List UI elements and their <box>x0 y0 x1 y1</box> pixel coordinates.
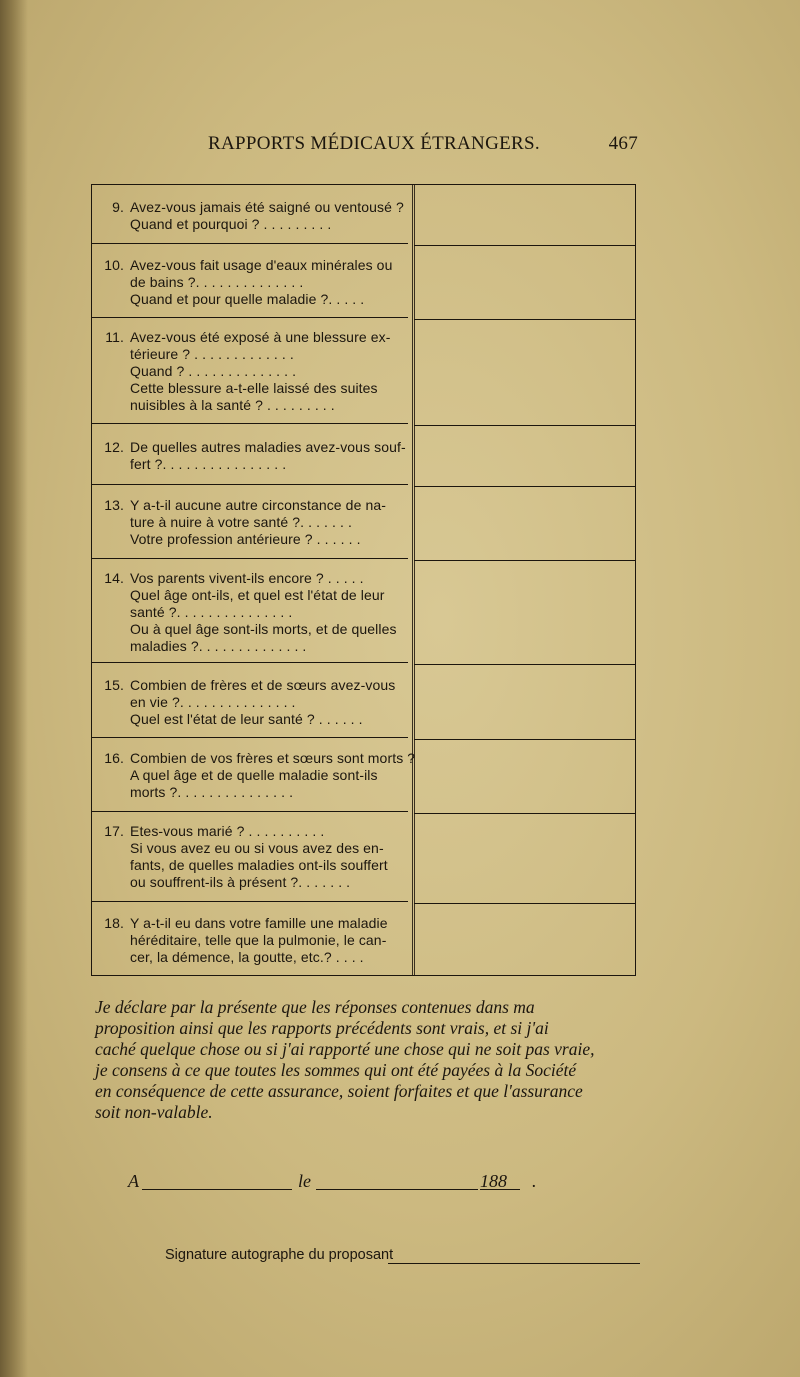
row-divider <box>92 243 408 244</box>
question-18: 18. Y a-t-il eu dans votre famille une maladie héréditaire, telle que la pulmonie, le can- cer, la démence, la goutte, etc.? . . . . <box>104 915 388 965</box>
question-17: 17. Etes-vous marié ? . . . . . . . . . . Si vous avez eu ou si vous avez des en- fants, de quelles maladies ont-ils souffert ou souffrent-ils à présent ?. . . . . . . <box>104 823 388 890</box>
row-divider <box>92 811 408 812</box>
date-blank[interactable] <box>316 1189 478 1190</box>
questionnaire-table <box>91 184 636 976</box>
line-end: . <box>532 1171 537 1191</box>
row-divider <box>92 662 408 663</box>
declaration-paragraph <box>95 997 640 1123</box>
date-prefix: le <box>298 1171 311 1191</box>
declaration-line: soit non-valable. <box>95 1102 213 1122</box>
page-number: 467 <box>608 133 638 154</box>
year-blank[interactable] <box>480 1189 520 1190</box>
signature-label: Signature autographe du proposant <box>165 1247 394 1263</box>
place-date-line <box>128 1171 548 1193</box>
place-prefix: A <box>128 1171 139 1191</box>
column-rule <box>414 185 415 975</box>
row-divider <box>414 903 635 904</box>
row-divider <box>92 423 408 424</box>
question-13: 13. Y a-t-il aucune autre circonstance de na- ture à nuire à votre santé ?. . . . . . . Votre profession antérieure ? . . . . . . <box>104 497 386 547</box>
signature-blank[interactable] <box>388 1263 640 1264</box>
year-prefix: 188 <box>480 1171 507 1191</box>
row-divider <box>92 317 408 318</box>
column-rule <box>412 185 413 975</box>
row-divider <box>414 739 635 740</box>
book-gutter <box>0 0 28 1377</box>
question-14: 14. Vos parents vivent-ils encore ? . . . . . Quel âge ont-ils, et quel est l'état de leur santé ?. . . . . . . . . . . . . . . Ou à quel âge sont-ils morts, et de quelles maladies ?. . . . . . . . . . . . . . <box>104 570 397 654</box>
question-16: 16. Combien de vos frères et sœurs sont morts ? A quel âge et de quelle maladie sont-ils morts ?. . . . . . . . . . . . . . . <box>104 750 416 800</box>
declaration-line: proposition ainsi que les rapports précédents sont vrais, et si j'ai <box>95 1018 549 1038</box>
row-divider <box>414 425 635 426</box>
declaration-line: caché quelque chose ou si j'ai rapporté une chose qui ne soit pas vraie, <box>95 1039 595 1059</box>
row-divider <box>414 813 635 814</box>
row-divider <box>414 664 635 665</box>
question-10: 10. Avez-vous fait usage d'eaux minérales ou de bains ?. . . . . . . . . . . . . . Quand et pour quelle maladie ?. . . . . <box>104 257 393 307</box>
place-blank[interactable] <box>142 1189 292 1190</box>
question-15: 15. Combien de frères et de sœurs avez-vous en vie ?. . . . . . . . . . . . . . . Quel est l'état de leur santé ? . . . . . . <box>104 677 396 727</box>
declaration-line: en conséquence de cette assurance, soient forfaites et que l'assurance <box>95 1081 583 1101</box>
row-divider <box>414 245 635 246</box>
row-divider <box>414 560 635 561</box>
row-divider <box>92 558 408 559</box>
row-divider <box>92 484 408 485</box>
question-11: 11. Avez-vous été exposé à une blessure ex- térieure ? . . . . . . . . . . . . . Quand ? . . . . . . . . . . . . . . Cette blessure a-t-elle laissé des suites nuisibles à la santé ? . . . . . . . . . <box>105 329 391 413</box>
row-divider <box>92 737 408 738</box>
row-divider <box>92 901 408 902</box>
running-header <box>208 133 638 159</box>
row-divider <box>414 319 635 320</box>
question-9: 9. Avez-vous jamais été saigné ou ventousé ? Quand et pourquoi ? . . . . . . . . . <box>112 199 404 232</box>
row-divider <box>414 486 635 487</box>
header-title: RAPPORTS MÉDICAUX ÉTRANGERS. <box>208 133 540 154</box>
signature-line <box>165 1247 640 1269</box>
declaration-line: je consens à ce que toutes les sommes qui ont été payées à la Société <box>95 1060 577 1080</box>
declaration-line: Je déclare par la présente que les réponses contenues dans ma <box>95 997 535 1017</box>
question-12: 12. De quelles autres maladies avez-vous souf- fert ?. . . . . . . . . . . . . . . . <box>104 439 406 472</box>
